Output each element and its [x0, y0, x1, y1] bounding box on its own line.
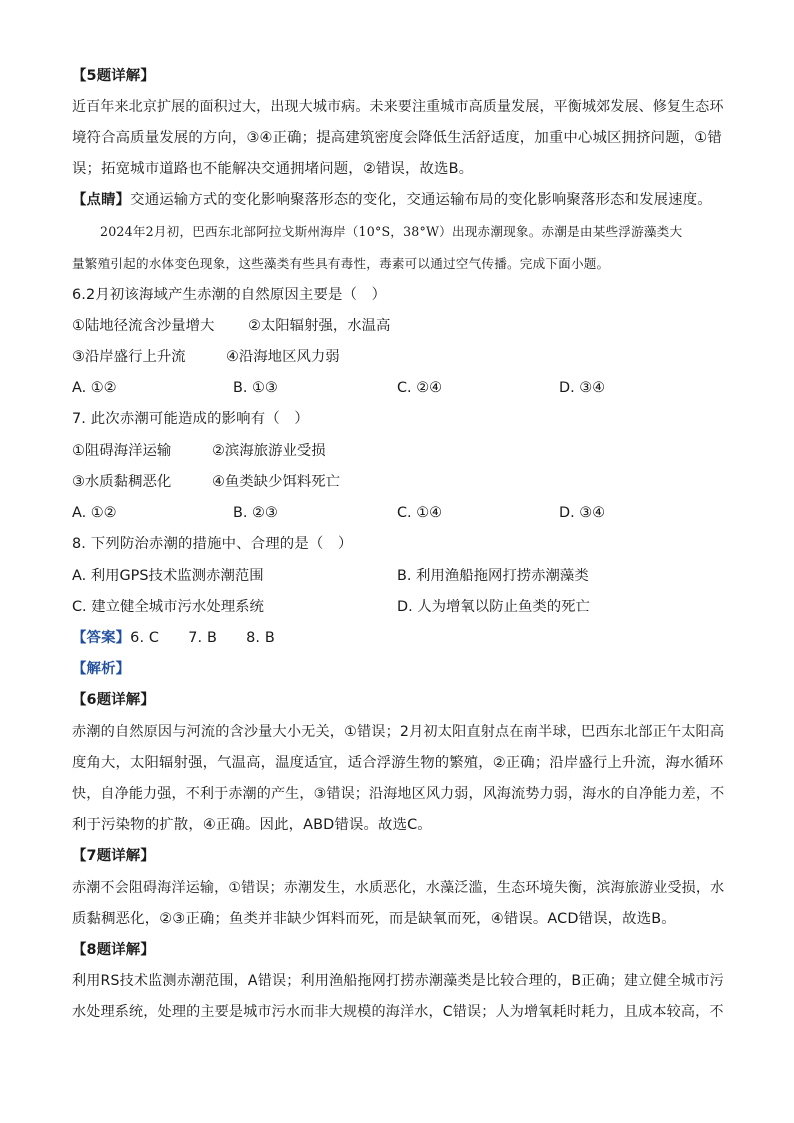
answer-label: 【答案】 [72, 630, 131, 646]
q7-option-a: A. ①② [72, 505, 117, 521]
passage-line: 量繁殖引起的水体变色现象，这些藻类有些具有毒性，毒素可以通过空气传播。完成下面小题。 [72, 256, 610, 271]
q6-item: ④沿海地区风力弱 [226, 349, 340, 365]
q8-solution-line: 利用RS技术监测赤潮范围，A错误；利用渔船拖网打捞赤潮藻类是比较合理的，B正确；建立健全城市污 [72, 973, 724, 989]
passage-line: 2024年2月初，巴西东北部阿拉戈斯州海岸（10°S，38°W）出现赤潮现象。赤潮是由某些浮游藻类大 [100, 224, 683, 239]
q6-solution-line: 快，自净能力强，不利于赤潮的产生，③错误；沿海地区风力弱，风海流势力弱，海水的自净能力差，不 [72, 786, 725, 802]
q7-item: ④鱼类缺少饵料死亡 [212, 474, 341, 490]
q8-option-b: B. 利用渔船拖网打捞赤潮藻类 [397, 568, 589, 584]
q7-solution-line: 赤潮不会阻碍海洋运输，①错误；赤潮发生，水质恶化，水藻泛滥，生态环境失衡，滨海旅游业受损，水 [72, 880, 725, 896]
q6-solution-line: 度角大，太阳辐射强，气温高，温度适宜，适合浮游生物的繁殖，②正确；沿岸盛行上升流，海水循环 [72, 755, 724, 771]
tip-text: 交通运输方式的变化影响聚落形态的变化，交通运输布局的变化影响聚落形态和发展速度。 [130, 192, 712, 208]
q5-solution-line: 近百年来北京扩展的面积过大，出现大城市病。未来要注重城市高质量发展，平衡城郊发展、修复生态环 [72, 99, 724, 115]
tip-label: 【点睛】 [72, 192, 131, 208]
q5-solution-line: 境符合高质量发展的方向，③④正确；提高建筑密度会降低生活舒适度，加重中心城区拥挤问题，①错 [72, 130, 722, 146]
q6-solution-line: 赤潮的自然原因与河流的含沙量大小无关，①错误；2月初太阳直射点在南半球，巴西东北部正午太阳高 [72, 724, 725, 740]
analysis-label: 【解析】 [72, 661, 131, 677]
q6-option-c: C. ②④ [397, 380, 442, 396]
q7-option-d: D. ③④ [559, 505, 606, 521]
answer-text: 6. C 7. B 8. B [130, 630, 275, 646]
q5-solution-heading: 【5题详解】 [72, 68, 155, 84]
q7-item: ①阻碍海洋运输 [72, 443, 172, 459]
q8-option-a: A. 利用GPS技术监测赤潮范围 [72, 568, 264, 584]
q6-option-d: D. ③④ [559, 380, 606, 396]
q6-option-b: B. ①③ [233, 380, 278, 396]
q6-item: ①陆地径流含沙量增大 [72, 318, 215, 334]
q6-solution-heading: 【6题详解】 [72, 692, 155, 708]
q8-stem: 8. 下列防治赤潮的措施中、合理的是（ ） [72, 536, 353, 552]
q7-solution-line: 质黏稠恶化，②③正确；鱼类并非缺少饵料而死，而是缺氧而死，④错误。ACD错误，故选B。 [72, 911, 676, 927]
q6-item: ③沿岸盛行上升流 [72, 349, 186, 365]
q8-option-d: D. 人为增氧以防止鱼类的死亡 [397, 599, 590, 615]
q7-item: ②滨海旅游业受损 [212, 443, 326, 459]
q6-solution-line: 利于污染物的扩散，④正确。因此，ABD错误。故选C。 [72, 817, 432, 833]
q8-solution-heading: 【8题详解】 [72, 942, 155, 958]
q6-stem: 6.2月初该海域产生赤潮的自然原因主要是（ ） [72, 287, 387, 303]
q6-item: ②太阳辐射强，水温高 [248, 318, 391, 334]
q7-solution-heading: 【7题详解】 [72, 848, 155, 864]
q8-option-c: C. 建立健全城市污水处理系统 [72, 599, 264, 615]
q8-solution-line: 水处理系统，处理的主要是城市污水而非大规模的海洋水，C错误；人为增氧耗时耗力，且成本较高，不 [72, 1004, 724, 1020]
q7-option-b: B. ②③ [233, 505, 278, 521]
q7-item: ③水质黏稠恶化 [72, 474, 172, 490]
q7-stem: 7. 此次赤潮可能造成的影响有（ ） [72, 411, 309, 427]
q7-option-c: C. ①④ [397, 505, 442, 521]
q5-solution-line: 误；拓宽城市道路也不能解决交通拥堵问题，②错误，故选B。 [72, 161, 474, 177]
tip-line [72, 190, 712, 210]
answer-line [72, 628, 275, 648]
q6-option-a: A. ①② [72, 380, 117, 396]
